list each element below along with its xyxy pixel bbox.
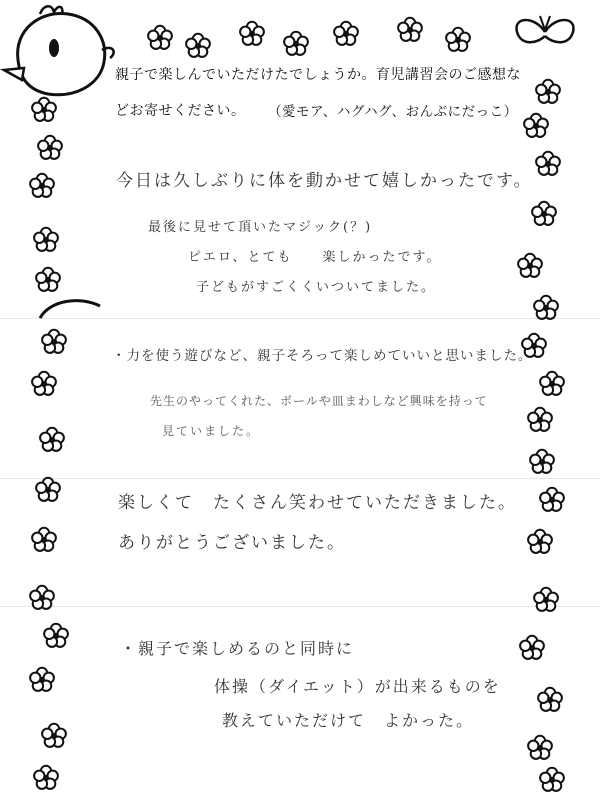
chick-icon bbox=[4, 6, 114, 94]
comment-text: 体操（ダイエット）が出来るものを bbox=[214, 677, 501, 696]
comment-text: 子どもがすごくくいついてました。 bbox=[196, 280, 437, 295]
flower-icon bbox=[148, 18, 470, 57]
prompt-line-1: 親子で楽しんでいただけたでしょうか。育児講習会のご感想な bbox=[115, 67, 521, 83]
comment-text: 見ていました。 bbox=[162, 424, 261, 438]
comment-text: ・力を使う遊びなど、親子そろって楽しめていいと思いました。 bbox=[112, 348, 533, 364]
prompt-line-2: どお寄せください。 bbox=[115, 103, 246, 119]
chick-outline-icon bbox=[40, 301, 100, 318]
comment-text: 楽しくて たくさん笑わせていただきました。 bbox=[118, 493, 517, 513]
comment-text: ピエロ、とても 楽しかったです。 bbox=[188, 250, 442, 265]
comment-text: 最後に見せて頂いたマジック(？) bbox=[148, 220, 373, 235]
prompt-note: （愛モア、ハグハグ、おんぶにだっこ） bbox=[268, 104, 518, 120]
comment-text: ありがとうございました。 bbox=[118, 533, 346, 553]
comment-text: ・親子で楽しめるのと同時に bbox=[120, 639, 355, 658]
comment-text: 今日は久しぶりに体を動かせて嬉しかったです。 bbox=[116, 171, 533, 191]
comment-text: 教えていただけて よかった。 bbox=[222, 711, 475, 730]
comment-text: 先生のやってくれた、ボールや皿まわしなど興味を持って bbox=[150, 394, 488, 408]
flower-icon bbox=[30, 98, 68, 789]
butterfly-icon bbox=[517, 16, 574, 42]
